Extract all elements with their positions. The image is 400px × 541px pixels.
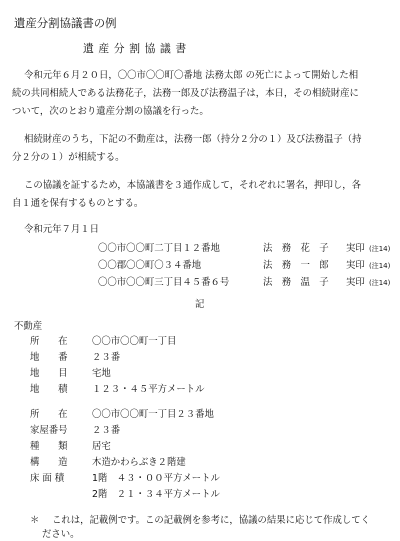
land-label: 所 在 (30, 336, 68, 347)
signer-note: (注14) (369, 279, 391, 287)
ki-marker: 記 (195, 299, 205, 310)
signer-note: (注14) (369, 245, 391, 253)
building-label: 種 類 (30, 441, 68, 452)
building-value: ２３番 (92, 425, 121, 436)
land-label: 地 目 (30, 368, 68, 379)
signer-name: 法 務 花 子 (263, 243, 329, 254)
proof-line-1: この協議を証するため，本協議書を３通作成して，それぞれに署名，押印し，各 (24, 180, 361, 191)
footnote-line-1: これは，記載例です。この記載例を参考に，協議の結果に応じて作成してく (52, 515, 371, 526)
intro-line-2: 続の共同相続人である法務花子，法務一郎及び法務温子は，本日，その相続財産に (12, 88, 359, 99)
signer-seal: 実印 (346, 277, 365, 288)
signing-date: 令和元年７月１日 (24, 224, 100, 235)
inheritance-line-1: 相続財産のうち，下記の不動産は，法務一郎（持分２分の１）及び法務温子（持 (24, 134, 362, 145)
proof-line-2: 自１通を保有するものとする。 (12, 198, 144, 209)
intro-line-1: 令和元年６月２０日，〇〇市〇〇町〇番地 法務太郎 の死亡によって開始した相 (24, 70, 359, 81)
document-title: 遺産分割協議書 (83, 42, 191, 55)
land-value: 宅地 (92, 368, 111, 379)
signer-address: 〇〇市〇〇町二丁目１２番地 (98, 243, 220, 254)
land-label: 地 番 (30, 352, 68, 363)
signer-seal: 実印 (346, 260, 365, 271)
land-value: 〇〇市〇〇町一丁目 (92, 336, 177, 347)
footnote-line-2: ださい。 (42, 529, 80, 540)
land-value: １２３・４５平方メートル (92, 384, 205, 395)
building-label: 家屋番号 (30, 425, 68, 436)
building-label: 床 面 積 (30, 473, 65, 484)
building-label: 構 造 (30, 457, 68, 468)
signer-address: 〇〇市〇〇町三丁目４５番６号 (98, 277, 230, 288)
footnote-mark: ＊ (30, 515, 40, 526)
building-label: 所 在 (30, 409, 68, 420)
property-heading: 不動産 (14, 321, 43, 332)
signer-note: (注14) (369, 262, 391, 270)
building-value: 1階 ４３・００平方メートル (92, 473, 220, 484)
signer-name: 法 務 一 郎 (263, 260, 329, 271)
building-value: 〇〇市〇〇町一丁目２３番地 (92, 409, 214, 420)
building-value: 2階 ２１・３４平方メートル (92, 489, 220, 500)
page-heading: 遺産分割協議書の例 (14, 16, 117, 30)
signer-seal: 実印 (346, 243, 365, 254)
signer-name: 法 務 温 子 (263, 277, 329, 288)
signer-address: 〇〇郡〇〇町〇３４番地 (98, 260, 202, 271)
land-label: 地 積 (30, 384, 68, 395)
intro-line-3: ついて，次のとおり遺産分割の協議を行った。 (12, 106, 209, 117)
building-value: 木造かわらぶき２階建 (92, 457, 186, 468)
inheritance-line-2: 分２分の１）が相続する。 (12, 152, 125, 163)
building-value: 居宅 (92, 441, 111, 452)
land-value: ２３番 (92, 352, 121, 363)
